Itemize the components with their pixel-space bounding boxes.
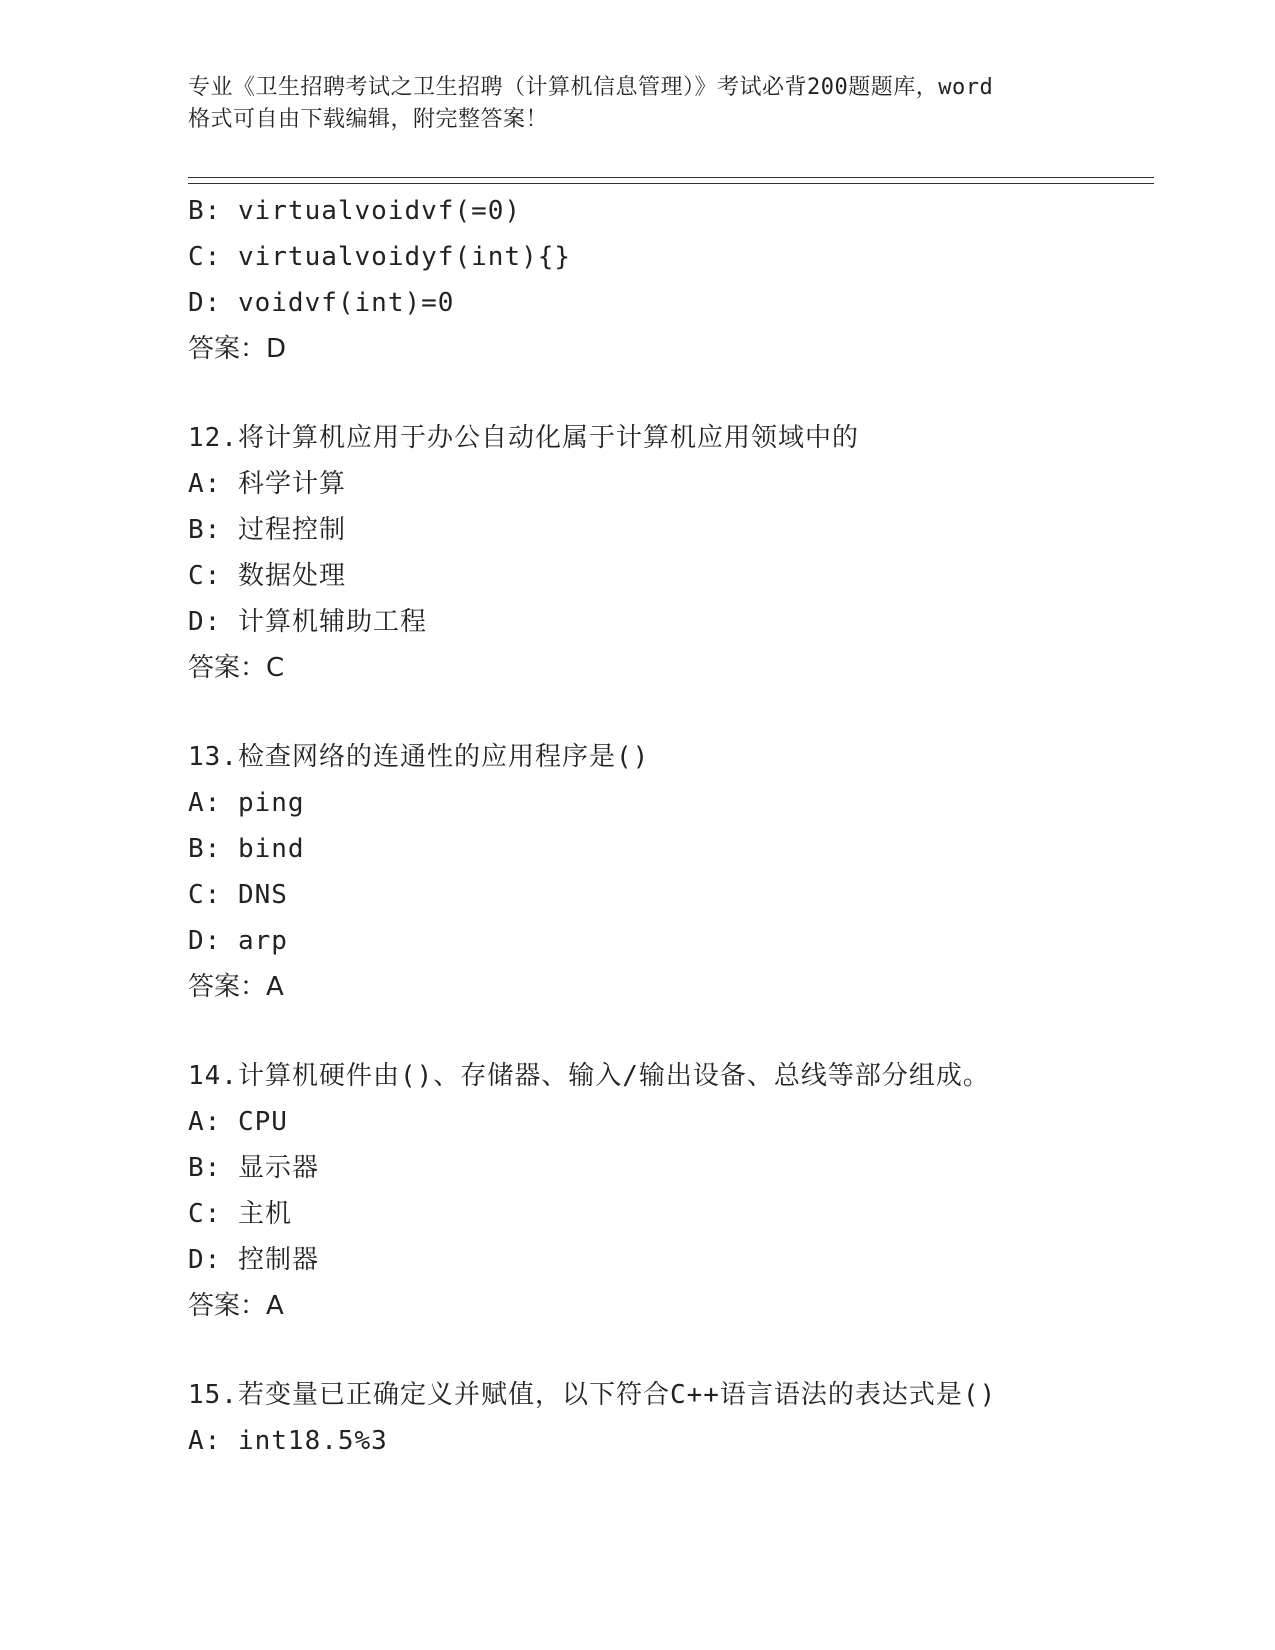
- question-11: [188, 188, 1148, 372]
- option-d: D: 计算机辅助工程: [188, 607, 427, 637]
- question-14: [188, 1053, 1148, 1329]
- question-text: 14.计算机硬件由()、存储器、输入/输出设备、总线等部分组成。: [188, 1061, 990, 1091]
- option-c: C: DNS: [188, 880, 288, 910]
- option-d: D: arp: [188, 926, 288, 956]
- document-header: [188, 72, 1088, 136]
- question-12: [188, 415, 1148, 691]
- option-b: B: bind: [188, 834, 305, 864]
- question-text: 15.若变量已正确定义并赋值，以下符合C++语言语法的表达式是(): [188, 1380, 997, 1410]
- option-a: A: ping: [188, 788, 305, 818]
- question-13: [188, 734, 1148, 1010]
- option-a: A: int18.5%3: [188, 1426, 388, 1456]
- question-text: 12.将计算机应用于办公自动化属于计算机应用领域中的: [188, 423, 859, 453]
- answer-line: 答案：D: [188, 334, 287, 364]
- option-a: A: 科学计算: [188, 469, 346, 499]
- question-15: [188, 1372, 1148, 1464]
- header-line-1: 专业《卫生招聘考试之卫生招聘（计算机信息管理）》考试必背200题题库，word: [188, 75, 994, 100]
- answer-line: 答案：A: [188, 972, 284, 1002]
- option-d: D: voidvf(int)=0: [188, 288, 455, 318]
- question-text: 13.检查网络的连通性的应用程序是(): [188, 742, 650, 772]
- option-b: B: virtualvoidvf(=0): [188, 196, 522, 226]
- option-d: D: 控制器: [188, 1245, 319, 1275]
- option-c: C: 主机: [188, 1199, 292, 1229]
- option-a: A: CPU: [188, 1107, 288, 1137]
- option-b: B: 显示器: [188, 1153, 319, 1183]
- option-c: C: virtualvoidyf(int){}: [188, 242, 572, 272]
- option-b: B: 过程控制: [188, 515, 346, 545]
- question-list: [188, 188, 1148, 1464]
- header-divider: [188, 177, 1154, 184]
- option-c: C: 数据处理: [188, 561, 346, 591]
- answer-line: 答案：A: [188, 1291, 284, 1321]
- answer-line: 答案：C: [188, 653, 285, 683]
- header-line-2: 格式可自由下载编辑，附完整答案！: [188, 107, 549, 132]
